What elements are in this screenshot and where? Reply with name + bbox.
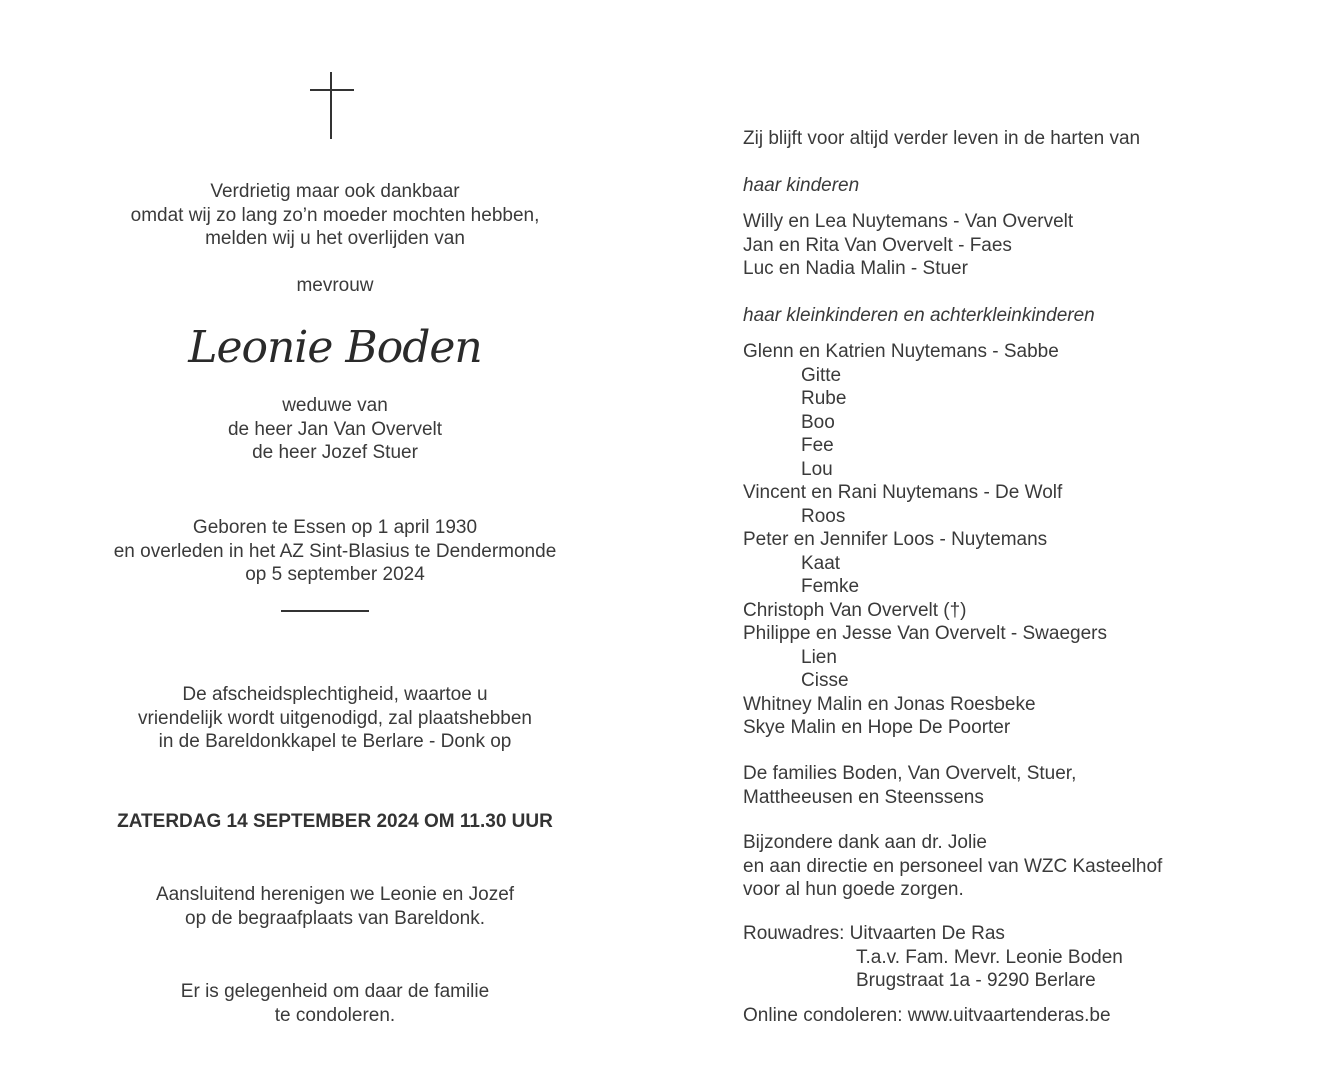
deceased-name: Leonie Boden — [188, 322, 482, 373]
great-grandchild-item: Lou — [801, 458, 833, 480]
address-block — [743, 922, 1123, 993]
great-grandchild-item: Femke — [801, 576, 860, 597]
online-condolence: Online condoleren: www.uitvaartenderas.be — [743, 1005, 1111, 1026]
grandchild-item: Christoph Van Overvelt (†) — [743, 599, 967, 621]
right-intro: Zij blijft voor altijd verder leven in de harten van — [743, 128, 1141, 149]
ceremony-text — [85, 683, 585, 754]
children-list — [743, 210, 1073, 281]
families-line: Mattheeusen en Steenssens — [743, 786, 984, 808]
grandchild-item: Whitney Malin en Jonas Roesbeke — [743, 693, 1036, 715]
great-grandchild-item: Roos — [801, 505, 846, 527]
burial-line: Aansluitend herenigen we Leonie en Jozef — [155, 884, 515, 905]
great-grandchild-item: Boo — [801, 411, 835, 433]
condolence-line: te condoleren. — [274, 1004, 396, 1026]
ceremony-line: De afscheidsplechtigheid, waartoe u — [182, 684, 488, 705]
condolence-line: Er is gelegenheid om daar de familie — [180, 981, 490, 1002]
widow-line: weduwe van — [282, 395, 388, 416]
great-grandchild-item: Fee — [801, 435, 834, 456]
ceremony-line: in de Bareldonkkapel te Berlare - Donk op — [158, 731, 512, 752]
grandchild-item: Glenn en Katrien Nuytemans - Sabbe — [743, 341, 1059, 362]
intro-line: omdat wij zo lang zo’n moeder mochten hebben, — [130, 204, 540, 226]
condolence-opportunity-text — [85, 980, 585, 1027]
great-grandchild-item: Cisse — [801, 670, 849, 691]
burial-text — [85, 883, 585, 930]
great-grandchild-item: Lien — [801, 646, 837, 668]
right-panel — [743, 0, 1303, 1080]
burial-line: op de begraafplaats van Bareldonk. — [185, 907, 485, 929]
great-grandchild-item: Kaat — [801, 552, 841, 574]
grandchild-item: Skye Malin en Hope De Poorter — [743, 717, 1011, 738]
divider — [281, 610, 369, 612]
children-heading: haar kinderen — [743, 175, 860, 196]
great-grandchild-item: Rube — [801, 388, 847, 409]
address-line: Rouwadres: Uitvaarten De Ras — [743, 923, 1005, 944]
ceremony-date: ZATERDAG 14 SEPTEMBER 2024 OM 11.30 UUR — [117, 811, 553, 832]
left-panel — [85, 0, 585, 1080]
thanks-line: en aan directie en personeel van WZC Kasteelhof — [743, 855, 1163, 877]
birth-death-text — [85, 516, 585, 587]
address-line: T.a.v. Fam. Mevr. Leonie Boden — [856, 946, 1123, 968]
intro-line: Verdrietig maar ook dankbaar — [210, 181, 460, 202]
list-item: Willy en Lea Nuytemans - Van Overvelt — [743, 211, 1074, 232]
salutation: mevrouw — [296, 275, 374, 296]
widow-line: de heer Jozef Stuer — [252, 442, 418, 463]
intro-text — [85, 180, 585, 251]
birth-death-line: op 5 september 2024 — [245, 564, 425, 585]
list-item: Luc en Nadia Malin - Stuer — [743, 258, 968, 279]
grandchildren-list — [743, 340, 1107, 740]
birth-death-line: en overleden in het AZ Sint-Blasius te Dendermonde — [113, 540, 557, 562]
great-grandchild-item: Gitte — [801, 364, 842, 386]
thanks-line: voor al hun goede zorgen. — [743, 879, 964, 900]
address-line: Brugstraat 1a - 9290 Berlare — [856, 970, 1096, 991]
grandchild-item: Philippe en Jesse Van Overvelt - Swaegers — [743, 623, 1107, 644]
intro-line: melden wij u het overlijden van — [205, 228, 465, 249]
ceremony-line: vriendelijk wordt uitgenodigd, zal plaatshebben — [138, 707, 532, 729]
cross-icon — [310, 72, 354, 140]
widow-line: de heer Jan Van Overvelt — [227, 418, 443, 440]
grandchildren-heading: haar kleinkinderen en achterkleinkinderen — [743, 305, 1095, 326]
families-text — [743, 762, 1076, 809]
widow-text — [85, 394, 585, 465]
grandchild-item: Peter en Jennifer Loos - Nuytemans — [743, 529, 1048, 550]
grandchild-item: Vincent en Rani Nuytemans - De Wolf — [743, 482, 1063, 503]
families-line: De families Boden, Van Overvelt, Stuer, — [743, 763, 1077, 784]
thanks-text — [743, 831, 1162, 902]
thanks-line: Bijzondere dank aan dr. Jolie — [743, 832, 987, 853]
list-item: Jan en Rita Van Overvelt - Faes — [743, 234, 1012, 256]
birth-death-line: Geboren te Essen op 1 april 1930 — [192, 517, 478, 538]
